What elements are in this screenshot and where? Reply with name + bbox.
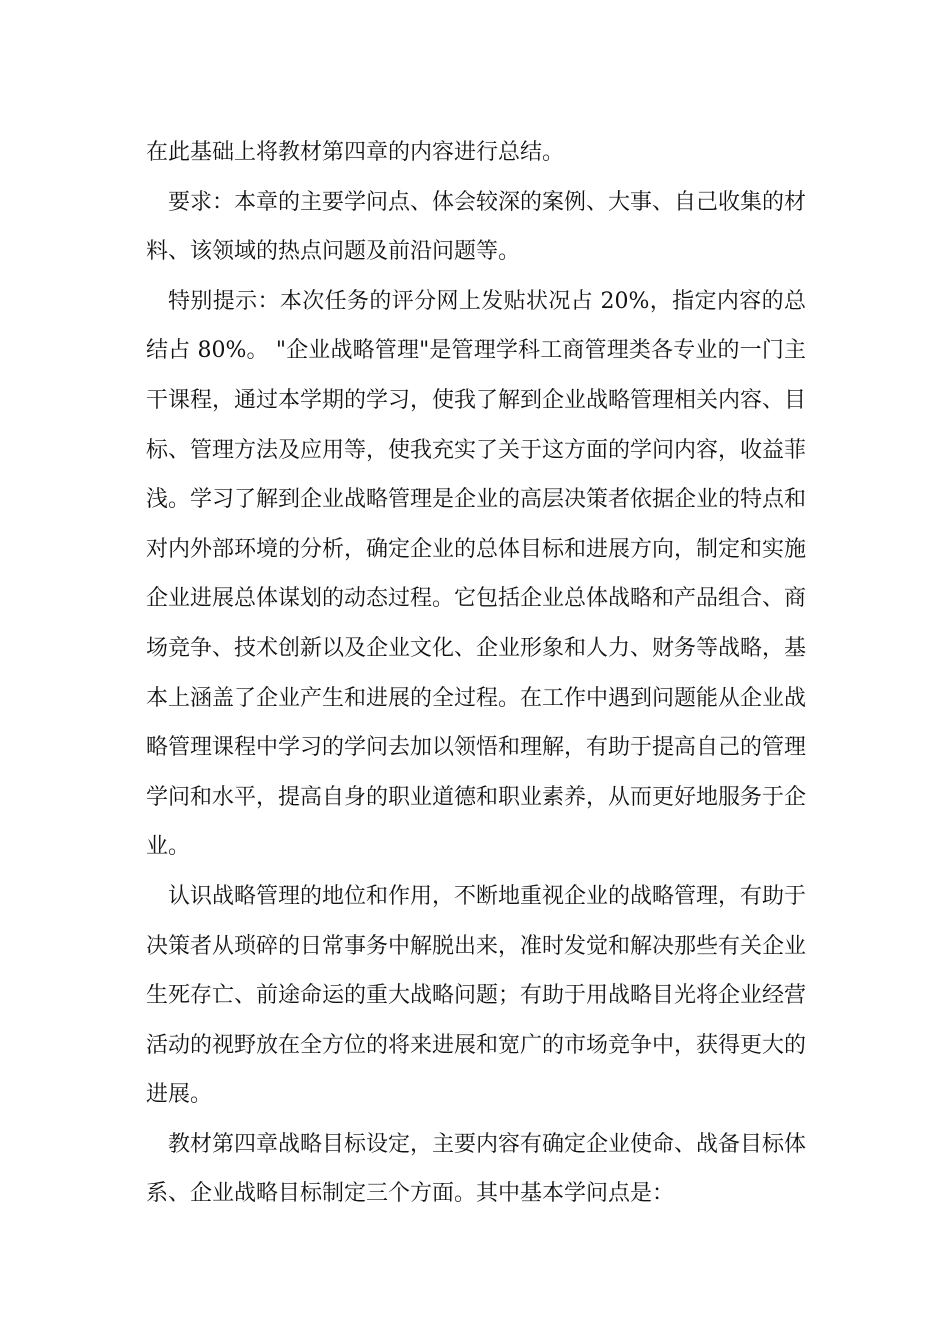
paragraph-special-notice: 特别提示：本次任务的评分网上发贴状况占 20%，指定内容的总结占 80%。 "企业战略管理"是管理学科工商管理类各专业的一门主干课程，通过本学期的学习，使我了解到企业战略管理相关内容、目标、管理方法及应用等，使我充实了关于这方面的学问内容，收益菲浅。学习了解到企业战略管理是企业的高层决策者依据企业的特点和对内外部环境的分析，确定企业的总体目标和进展方向，制定和实施企业进展总体谋划的动态过程。它包括企业总体战略和产品组合、商场竞争、技术创新以及企业文化、企业形象和人力、财务等战略，基本上涵盖了企业产生和进展的全过程。在工作中遇到问题能从企业战略管理课程中学习的学问去加以领悟和理解，有助于提高自己的管理学问和水平，提高自身的职业道德和职业素养，从而更好地服务于企业。 [146,288,807,860]
paragraph-requirements: 要求：本章的主要学问点、体会较深的案例、大事、自己收集的材料、该领域的热点问题及前沿问题等。 [146,189,807,265]
paragraph-role-of-strategy: 认识战略管理的地位和作用，不断地重视企业的战略管理，有助于决策者从琐碎的日常事务中解脱出来，准时发觉和解决那些有关企业生死存亡、前途命运的重大战略问题；有助于用战略目光将企业经营活动的视野放在全方位的将来进展和宽广的市场竞争中，获得更大的进展。 [146,883,807,1108]
paragraph-chapter-four: 教材第四章战略目标设定，主要内容有确定企业使命、战备目标体系、企业战略目标制定三个方面。其中基本学问点是： [146,1131,807,1207]
document-body [146,128,806,1219]
paragraph-intro: 在此基础上将教材第四章的内容进行总结。 [146,140,565,165]
